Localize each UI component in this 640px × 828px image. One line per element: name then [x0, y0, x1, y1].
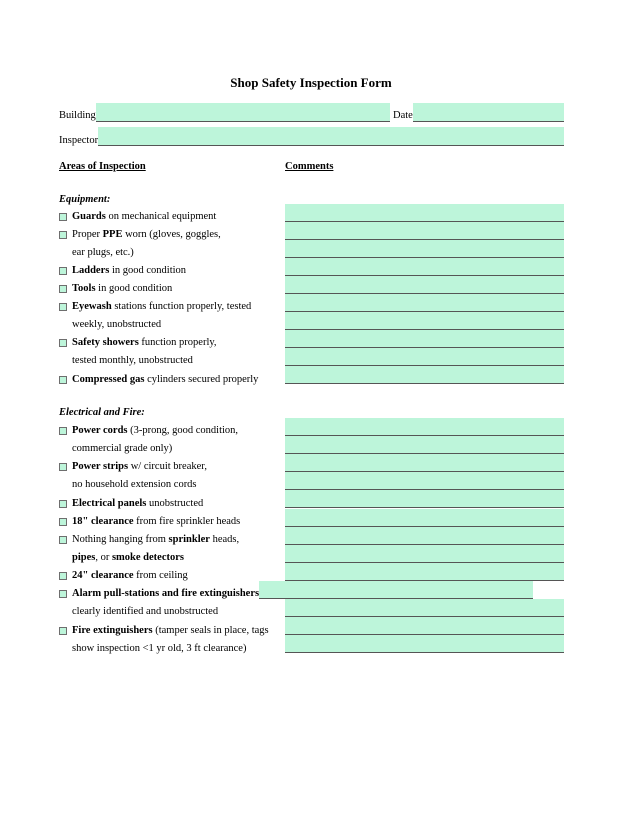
comment-line-alarm[interactable]	[259, 581, 533, 599]
item-ppe: Proper PPE worn (gloves, goggles,	[72, 229, 221, 240]
comment-line[interactable]	[285, 490, 564, 508]
checkbox-extinguishers[interactable]	[59, 627, 67, 635]
checkbox-tools[interactable]	[59, 285, 67, 293]
item-showers: Safety showers function properly,	[72, 337, 217, 348]
item-cords-line2: commercial grade only)	[72, 443, 173, 454]
item-panels: Electrical panels unobstructed	[72, 498, 204, 509]
date-field[interactable]	[413, 103, 564, 122]
comment-line[interactable]	[285, 527, 564, 545]
item-ppe-line2: ear plugs, etc.)	[72, 247, 134, 258]
comment-line[interactable]	[285, 418, 564, 436]
item-strips-line2: no household extension cords	[72, 479, 197, 490]
checkbox-panels[interactable]	[59, 500, 67, 508]
building-field[interactable]	[96, 103, 390, 122]
comment-line[interactable]	[285, 366, 564, 384]
comment-line[interactable]	[285, 436, 564, 454]
comment-line[interactable]	[285, 204, 564, 222]
checkbox-eyewash[interactable]	[59, 303, 67, 311]
item-alarm: Alarm pull-stations and fire extinguishers	[72, 588, 260, 599]
checkbox-clearance-24[interactable]	[59, 572, 67, 580]
checkbox-ppe[interactable]	[59, 231, 67, 239]
comment-line[interactable]	[285, 599, 564, 617]
page-title: Shop Safety Inspection Form	[230, 75, 392, 90]
date-label: Date	[393, 110, 413, 121]
comment-line[interactable]	[285, 617, 564, 635]
item-ladders: Ladders in good condition	[72, 265, 187, 276]
comment-line[interactable]	[285, 545, 564, 563]
comment-line[interactable]	[285, 222, 564, 240]
comment-line[interactable]	[285, 635, 564, 653]
checkbox-ladders[interactable]	[59, 267, 67, 275]
comments-header: Comments	[285, 161, 334, 172]
comment-line[interactable]	[285, 276, 564, 294]
areas-header: Areas of Inspection	[59, 161, 146, 172]
item-hanging-line2: pipes, or smoke detectors	[72, 552, 184, 563]
item-guards: Guards on mechanical equipment	[72, 211, 217, 222]
checkbox-gas[interactable]	[59, 376, 67, 384]
building-label: Building	[59, 110, 96, 121]
checkbox-hanging[interactable]	[59, 536, 67, 544]
comment-line[interactable]	[285, 563, 564, 581]
item-gas: Compressed gas cylinders secured properly	[72, 374, 259, 385]
comment-line[interactable]	[285, 472, 564, 490]
checkbox-strips[interactable]	[59, 463, 67, 471]
comment-line[interactable]	[285, 454, 564, 472]
section-equipment: Equipment:	[59, 194, 111, 205]
item-clearance-24: 24" clearance from ceiling	[72, 570, 188, 581]
item-showers-line2: tested monthly, unobstructed	[72, 355, 193, 366]
comment-line[interactable]	[285, 348, 564, 366]
checkbox-alarm[interactable]	[59, 590, 67, 598]
item-tools: Tools in good condition	[72, 283, 173, 294]
comment-line[interactable]	[285, 509, 564, 527]
section-electrical: Electrical and Fire:	[59, 407, 145, 418]
item-clearance-18: 18" clearance from fire sprinkler heads	[72, 516, 241, 527]
item-extinguishers: Fire extinguishers (tamper seals in place, tags	[72, 625, 269, 636]
item-eyewash-line2: weekly, unobstructed	[72, 319, 162, 330]
item-extinguishers-line2: show inspection <1 yr old, 3 ft clearance)	[72, 643, 247, 654]
inspector-field[interactable]	[98, 127, 564, 146]
item-cords: Power cords (3-prong, good condition,	[72, 425, 239, 436]
checkbox-clearance-18[interactable]	[59, 518, 67, 526]
inspector-label: Inspector	[59, 135, 99, 146]
checkbox-guards[interactable]	[59, 213, 67, 221]
comment-line[interactable]	[285, 240, 564, 258]
checkbox-showers[interactable]	[59, 339, 67, 347]
checkbox-cords[interactable]	[59, 427, 67, 435]
item-alarm-line2: clearly identified and unobstructed	[72, 606, 219, 617]
comment-line[interactable]	[285, 330, 564, 348]
comment-line[interactable]	[285, 258, 564, 276]
item-strips: Power strips w/ circuit breaker,	[72, 461, 207, 472]
comment-line[interactable]	[285, 312, 564, 330]
item-eyewash: Eyewash stations function properly, tested	[72, 301, 252, 312]
item-hanging: Nothing hanging from sprinkler heads,	[72, 534, 240, 545]
comment-line[interactable]	[285, 294, 564, 312]
